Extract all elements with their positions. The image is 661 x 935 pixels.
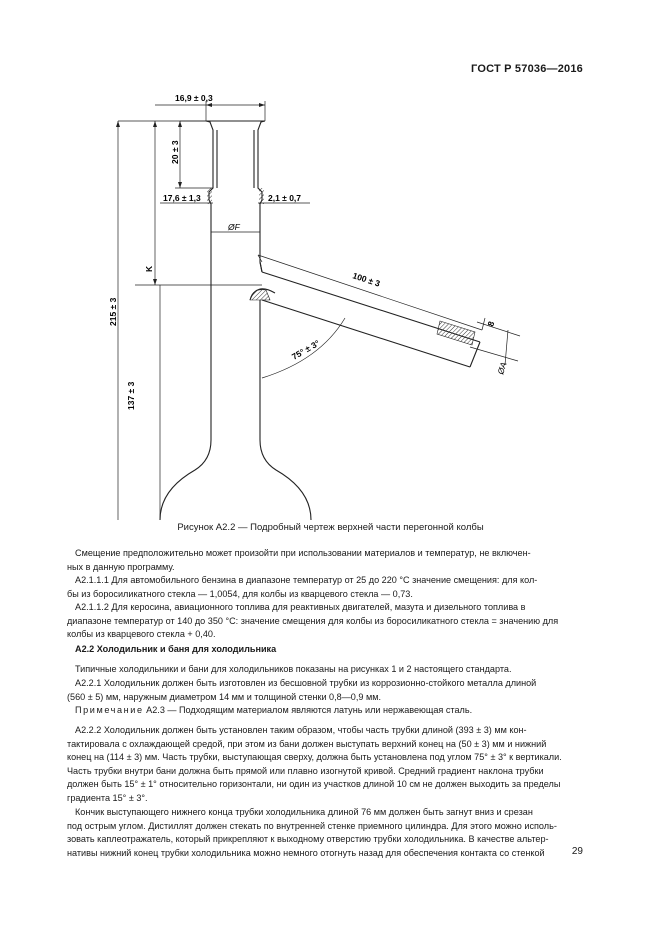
- section-heading-a22: А2.2 Холодильник и баня для холодильника: [75, 644, 277, 654]
- paragraph-6: [67, 724, 583, 806]
- p6-line-f: градиента 15° ± 3°.: [67, 792, 148, 803]
- p7-line-a: Кончик выступающего нижнего конца трубки холодильника длиной 76 мм должен быть загнут вниз и срезан: [75, 807, 533, 817]
- p5-line-a: А2.2.1 Холодильник должен быть изготовлен из бесшовной трубки из коррозионно-стойкого металла длиной: [75, 678, 537, 688]
- figure-caption: Рисунок А2.2 — Подробный чертеж верхней части перегонной колбы: [177, 522, 484, 533]
- note-label: Примечание: [75, 705, 144, 715]
- p6-line-b: тактировала с охлаждающей средой, при этом из бани должен выступать верхний конец на (50 ± 3) мм и нижний: [67, 738, 547, 749]
- standard-code: ГОСТ Р 57036—2016: [471, 63, 583, 75]
- p6-line-d: Часть трубки внутри бани должна быть прямой или плавно изогнутой кривой. Средний градиент наклона трубки: [67, 765, 544, 776]
- p7-line-c: зовать каплеотражатель, который прикрепляют к выходному отверстию трубки холодильника. В качестве альтер-: [67, 834, 549, 845]
- p6-line-c: конец на (114 ± 3) мм. Часть трубки, выступающая сверху, должна быть установлена под углом 75° ± 3° к вертикали.: [67, 752, 562, 763]
- paragraph-2: [67, 574, 583, 601]
- p3-line-c: колбы из кварцевого стекла + 0,40.: [67, 629, 216, 640]
- p3-line-b: диапазоне температур от 140 до 350 °С: значение смещения для колбы из боросиликатного стекла = значению для: [67, 615, 559, 626]
- p1-line-a: Смещение предположительно может произойти при использовании материалов и температур, не включен-: [75, 548, 531, 558]
- dim-angle: 75° ± 3°: [290, 337, 322, 362]
- paragraph-5: [67, 677, 583, 704]
- p7-line-d: нативы нижний конец трубки холодильника можно немного отогнуть назад для обеспечения контакта со стенкой: [67, 847, 545, 858]
- p6-line-a: А2.2.2 Холодильник должен быть установлен таким образом, чтобы часть трубки длиной (393 ± 3) мм кон-: [75, 725, 527, 735]
- dim-neck-outer: 17,6 ± 1,3: [163, 193, 201, 203]
- dim-overall-height: 215 ± 3: [108, 297, 118, 326]
- p5-line-b: (560 ± 5) мм, наружным диаметром 14 мм и толщиной стенки 0,8—0,9 мм.: [67, 691, 381, 702]
- dim-neck-height: 20 ± 3: [170, 140, 180, 164]
- p6-line-e: должен быть 15° ± 1° относительно горизонтали, ни один из участков длиной 10 см не должен выходить за пределы: [67, 779, 561, 790]
- page-number: 29: [571, 846, 583, 857]
- dim-side-tube-length: 100 ± 3: [351, 270, 382, 289]
- p7-line-b: под острым углом. Дистиллят должен стекать по внутренней стенке приемного цилиндра. Для этого можно исполь-: [67, 820, 557, 831]
- p1-line-b: ных в данную программу.: [67, 561, 175, 572]
- p2-line-a: А2.1.1.1 Для автомобильного бензина в диапазоне температур от 25 до 220 °С значение смещения: для кол-: [75, 575, 538, 585]
- flask-neck: [160, 214, 211, 520]
- dim-wall: 2,1 ± 0,7: [268, 193, 302, 203]
- paragraph-4: Типичные холодильники и бани для холодильников показаны на рисунках 1 и 2 настоящего стандарта.: [75, 664, 512, 674]
- p2-line-b: бы из боросиликатного стекла — 1,0054, для колбы из кварцевого стекла — 0,73.: [67, 588, 413, 599]
- note-text: А2.3 — Подходящим материалом являются латунь или нержавеющая сталь.: [143, 705, 473, 715]
- dim-lower-height: 137 ± 3: [126, 381, 136, 410]
- paragraph-7: [67, 806, 583, 860]
- dim-tube-end: 8: [485, 320, 497, 328]
- p3-line-a: А2.1.1.2 Для керосина, авиационного топлива для реактивных двигателей, мазута и дизельного топлива в: [75, 602, 526, 612]
- note: [75, 704, 583, 718]
- dim-top-width: 16,9 ± 0,3: [175, 93, 213, 103]
- paragraph-1: [67, 547, 583, 574]
- dim-diameter: ØF: [228, 222, 240, 232]
- dim-k: K: [144, 265, 154, 272]
- dim-tube-diameter: ØA: [495, 360, 509, 376]
- neck-hatch-left: [207, 188, 212, 204]
- paragraph-3: [67, 601, 583, 642]
